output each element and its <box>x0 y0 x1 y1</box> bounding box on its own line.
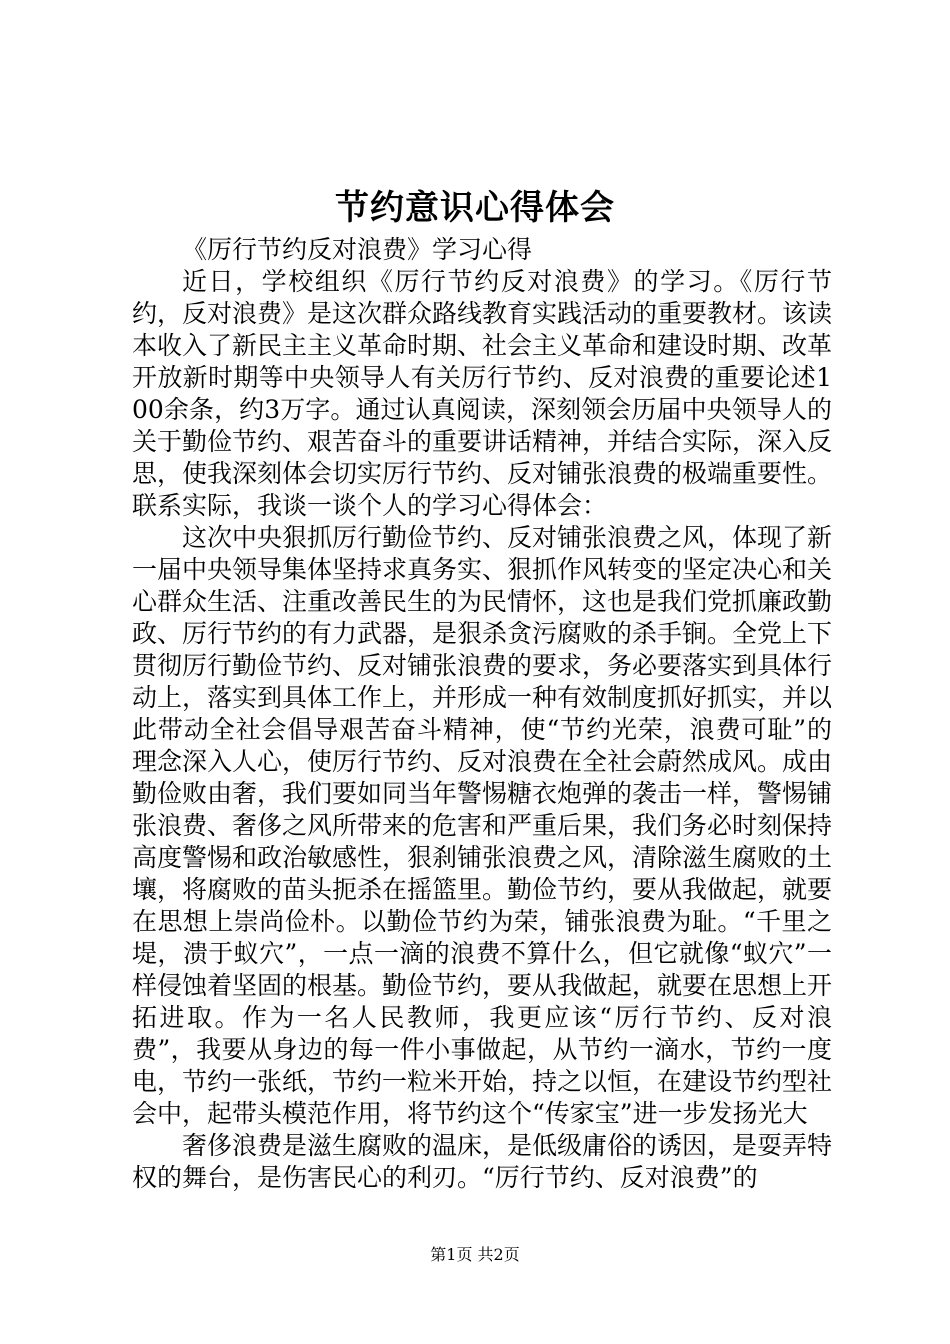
body-paragraph: 这次中央狠抓厉行勤俭节约、反对铺张浪费之风，体现了新一届中央领导集体坚持求真务实、狠抓作风转变的坚定决心和关心群众生活、注重改善民生的为民情怀，这也是我们党抓廉政勤政、厉行节约的有力武器，是狠杀贪污腐败的杀手锏。全党上下贯彻厉行勤俭节约、反对铺张浪费的要求，务必要落实到具体行动上，落实到具体工作上，并形成一种有效制度抓好抓实，并以此带动全社会倡导艰苦奋斗精神，使“节约光荣，浪费可耻”的理念深入人心，使厉行节约、反对浪费在全社会蔚然成风。成由勤俭败由奢，我们要如同当年警惕糖衣炮弹的袭击一样，警惕铺张浪费、奢侈之风所带来的危害和严重后果，我们务必时刻保持高度警惕和政治敏感性，狠刹铺张浪费之风，清除滋生腐败的土壤，将腐败的苗头扼杀在摇篮里。勤俭节约，要从我做起，就要在思想上崇尚俭朴。以勤俭节约为荣，铺张浪费为耻。“千里之堤，溃于蚁穴”，一点一滴的浪费不算什么，但它就像“蚁穴”一样侵蚀着坚固的根基。勤俭节约，要从我做起，就要在思想上开拓进取。作为一名人民教师，我更应该“厉行节约、反对浪费”，我要从身边的每一件小事做起，从节约一滴水，节约一度电，节约一张纸，节约一粒米开始，持之以恒，在建设节约型社会中，起带头模范作用，将节约这个“传家宝”进一步发扬光大 <box>132 523 833 1128</box>
body-paragraph: 近日，学校组织《厉行节约反对浪费》的学习。《厉行节约，反对浪费》是这次群众路线教育实践活动的重要教材。该读本收入了新民主主义革命时期、社会主义革命和建设时期、改革开放新时期等中央领导人有关厉行节约、反对浪费的重要论述100余条，约3万字。通过认真阅读，深刻领会历届中央领导人的关于勤俭节约、艰苦奋斗的重要讲话精神，并结合实际，深入反思，使我深刻体会切实厉行节约、反对铺张浪费的极端重要性。联系实际，我谈一谈个人的学习心得体会： <box>132 267 833 520</box>
body-paragraph: 奢侈浪费是滋生腐败的温床，是低级庸俗的诱因，是耍弄特权的舞台，是伤害民心的利刃。“厉行节约、反对浪费”的 <box>132 1131 833 1192</box>
page-footer: 第1页 共2页 <box>430 1245 520 1264</box>
document-body <box>132 234 832 1194</box>
page-title: 节约意识心得体会 <box>335 188 615 228</box>
subtitle-paragraph: 《厉行节约反对浪费》学习心得 <box>182 235 533 264</box>
